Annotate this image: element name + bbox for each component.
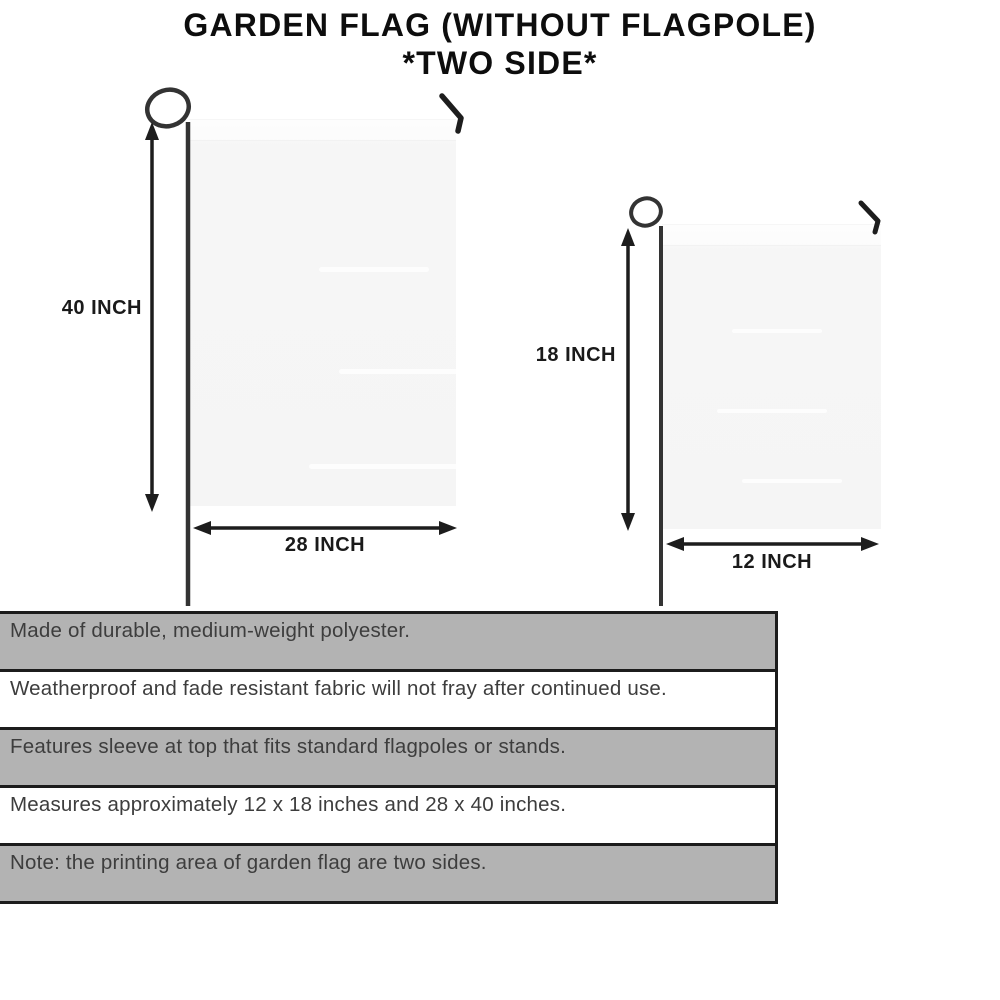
large-width-arrow <box>193 521 457 535</box>
small-width-arrow <box>666 537 879 551</box>
page-title-line2: *TWO SIDE* <box>402 45 598 81</box>
feature-row <box>0 730 775 788</box>
small-flagpole-loop-icon <box>628 195 665 230</box>
large-height-arrow <box>145 122 159 512</box>
large-height-label: 40 INCH <box>61 297 142 319</box>
small-height-label: 18 INCH <box>535 344 616 366</box>
feature-row-text: Note: the printing area of garden flag are two sides. <box>10 851 487 874</box>
small-height-arrow <box>621 228 635 531</box>
small-flag-hook-icon <box>861 203 878 232</box>
feature-row <box>0 672 775 730</box>
feature-row-text: Features sleeve at top that fits standard flagpoles or stands. <box>10 735 566 758</box>
feature-row <box>0 788 775 846</box>
small-width-label: 12 INCH <box>731 551 813 573</box>
feature-row-text: Measures approximately 12 x 18 inches and 28 x 40 inches. <box>10 793 567 816</box>
feature-row-text: Weatherproof and fade resistant fabric will not fray after continued use. <box>10 677 667 700</box>
feature-row <box>0 614 775 672</box>
large-flag-hook-icon <box>442 96 461 131</box>
feature-row-text: Made of durable, medium-weight polyester. <box>10 619 411 642</box>
page-title-line1: GARDEN FLAG (WITHOUT FLAGPOLE) <box>183 7 817 43</box>
features-table <box>0 611 778 904</box>
feature-row <box>0 846 775 904</box>
large-width-label: 28 INCH <box>284 534 366 556</box>
